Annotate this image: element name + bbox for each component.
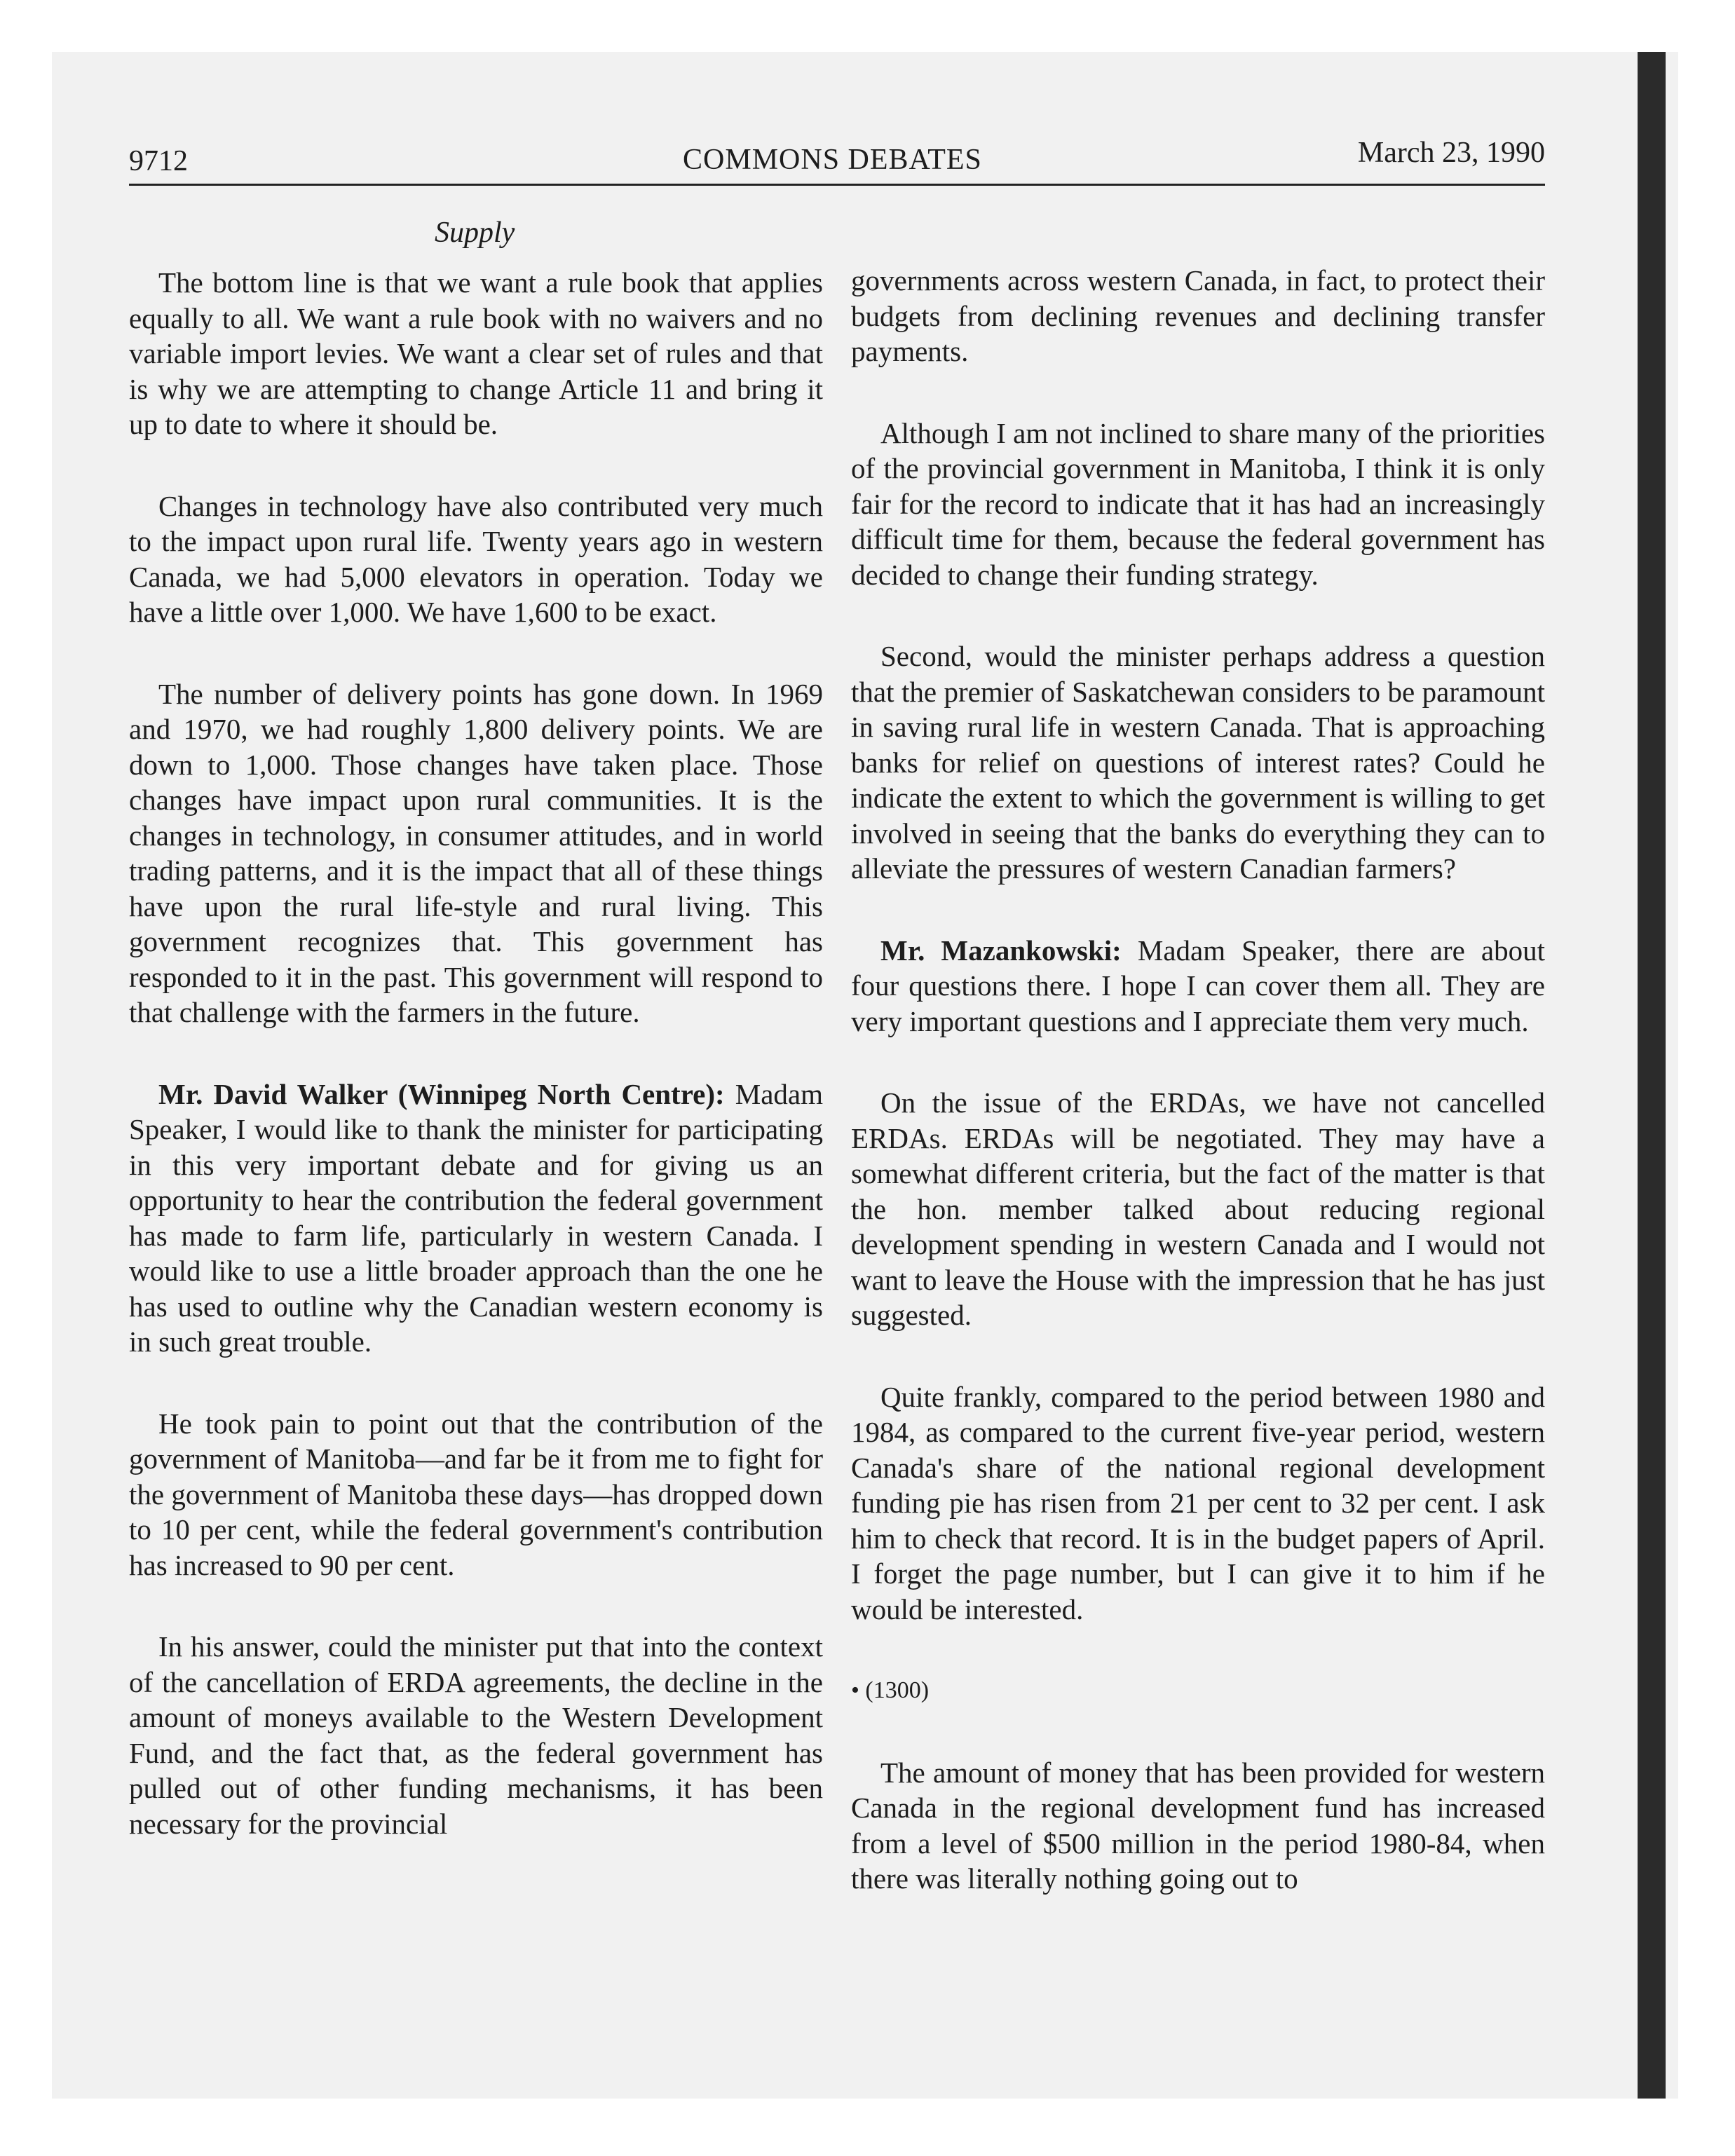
paragraph: He took pain to point out that the contribution of the government of Manitoba—and far be it from me to fight for the government of Manitoba these days—has dropped down to 10 per cent, while the federal government's contribution has increased to 90 per cent. xyxy=(129,1407,823,1581)
paragraph: Quite frankly, compared to the period between 1980 and 1984, as compared to the current five-year period, western Canada's share of the national regional development funding pie has risen from 21 per cent to 32 per cent. I ask him to check that record. It is in the budget papers of April. I forget the page number, but I can give it to him if he would be interested. xyxy=(851,1380,1545,1625)
paragraph-continued: governments across western Canada, in fact, to protect their budgets from declining revenues and declining transfer payments. xyxy=(851,264,1545,367)
time-marker: • (1300) xyxy=(851,1677,930,1703)
speech-text: Madam Speaker, I would like to thank the minister for participating in this very important debate and for giving us an opportunity to hear the contribution the federal government has made to farm life, particularly in western Canada. I would like to use a little broader approach than the one he has used to outline why the Canadian western economy is in such great trouble. xyxy=(129,1077,823,1358)
publication-title: COMMONS DEBATES xyxy=(683,144,982,176)
paragraph: In his answer, could the minister put that into the context of the cancellation of ERDA agreements, the decline in the amount of moneys available to the Western Development Fund, and the fact that, as the federal government has pulled out of other funding mechanisms, it has been necessary for the provincial xyxy=(129,1630,823,1840)
right-column xyxy=(851,263,1545,1943)
paragraph: The number of delivery points has gone down. In 1969 and 1970, we had roughly 1,800 delivery points. We are down to 1,000. Those changes have taken place. Those changes have impact upon rural communities. It is the changes in technology, in consumer attitudes, and in world trading patterns, and it is the impact that all of these things have upon the rural life-style and rural living. This government recognizes that. This government has responded to it in the past. This government will respond to that challenge with the farmers in the future. xyxy=(129,677,823,1028)
speaker-name: Mr. Mazankowski: xyxy=(880,934,1122,967)
paragraph: The amount of money that has been provided for western Canada in the regional development fund has increased from a level of $500 million in the period 1980-84, when there was literally nothing going out to xyxy=(851,1756,1545,1895)
paragraph: The bottom line is that we want a rule book that applies equally to all. We want a rule book with no waivers and no variable import levies. We want a clear set of rules and that is why we are attempting to change Article 11 and bring it up to date to where it should be. xyxy=(129,266,823,440)
page-header xyxy=(129,136,1545,185)
speech-text: Madam Speaker, there are about four questions there. I hope I can cover them all. They are very important questions and I appreciate them very much. xyxy=(851,934,1546,1037)
left-column xyxy=(129,265,823,1888)
paragraph: Changes in technology have also contributed very much to the impact upon rural life. Twenty years ago in western Canada, we had 5,000 elevators in operation. Today we have a little over 1,000. We have 1,600 to be exact. xyxy=(129,489,823,628)
page-number: 9712 xyxy=(129,145,188,177)
paragraph: Although I am not inclined to share many of the priorities of the provincial government in Manitoba, I think it is only fair for the record to indicate that it has had an increasingly difficult time for them, because the federal government has decided to change their funding strategy. xyxy=(851,416,1545,591)
speaker-name: Mr. David Walker (Winnipeg North Centre): xyxy=(158,1077,725,1110)
header-rule xyxy=(129,184,1545,186)
paragraph: On the issue of the ERDAs, we have not cancelled ERDAs. ERDAs will be negotiated. They may have a somewhat different criteria, but the fact of the matter is that the hon. member talked about reducing regional development spending in western Canada and I would not want to leave the House with the impression that he has just suggested. xyxy=(851,1086,1545,1331)
scan-edge-shadow xyxy=(1638,52,1666,2099)
speech-paragraph xyxy=(129,1077,823,1360)
paragraph: Second, would the minister perhaps address a question that the premier of Saskatchewan considers to be paramount in saving rural life in western Canada. That is approaching banks for relief on questions of interest rates? Could he indicate the extent to which the government is willing to get involved in seeing that the banks do everything they can to alleviate the pressures of western Canadian farmers? xyxy=(851,640,1545,885)
publication-date: March 23, 1990 xyxy=(1357,137,1545,169)
section-label: Supply xyxy=(435,217,515,249)
speech-paragraph xyxy=(851,933,1545,1039)
